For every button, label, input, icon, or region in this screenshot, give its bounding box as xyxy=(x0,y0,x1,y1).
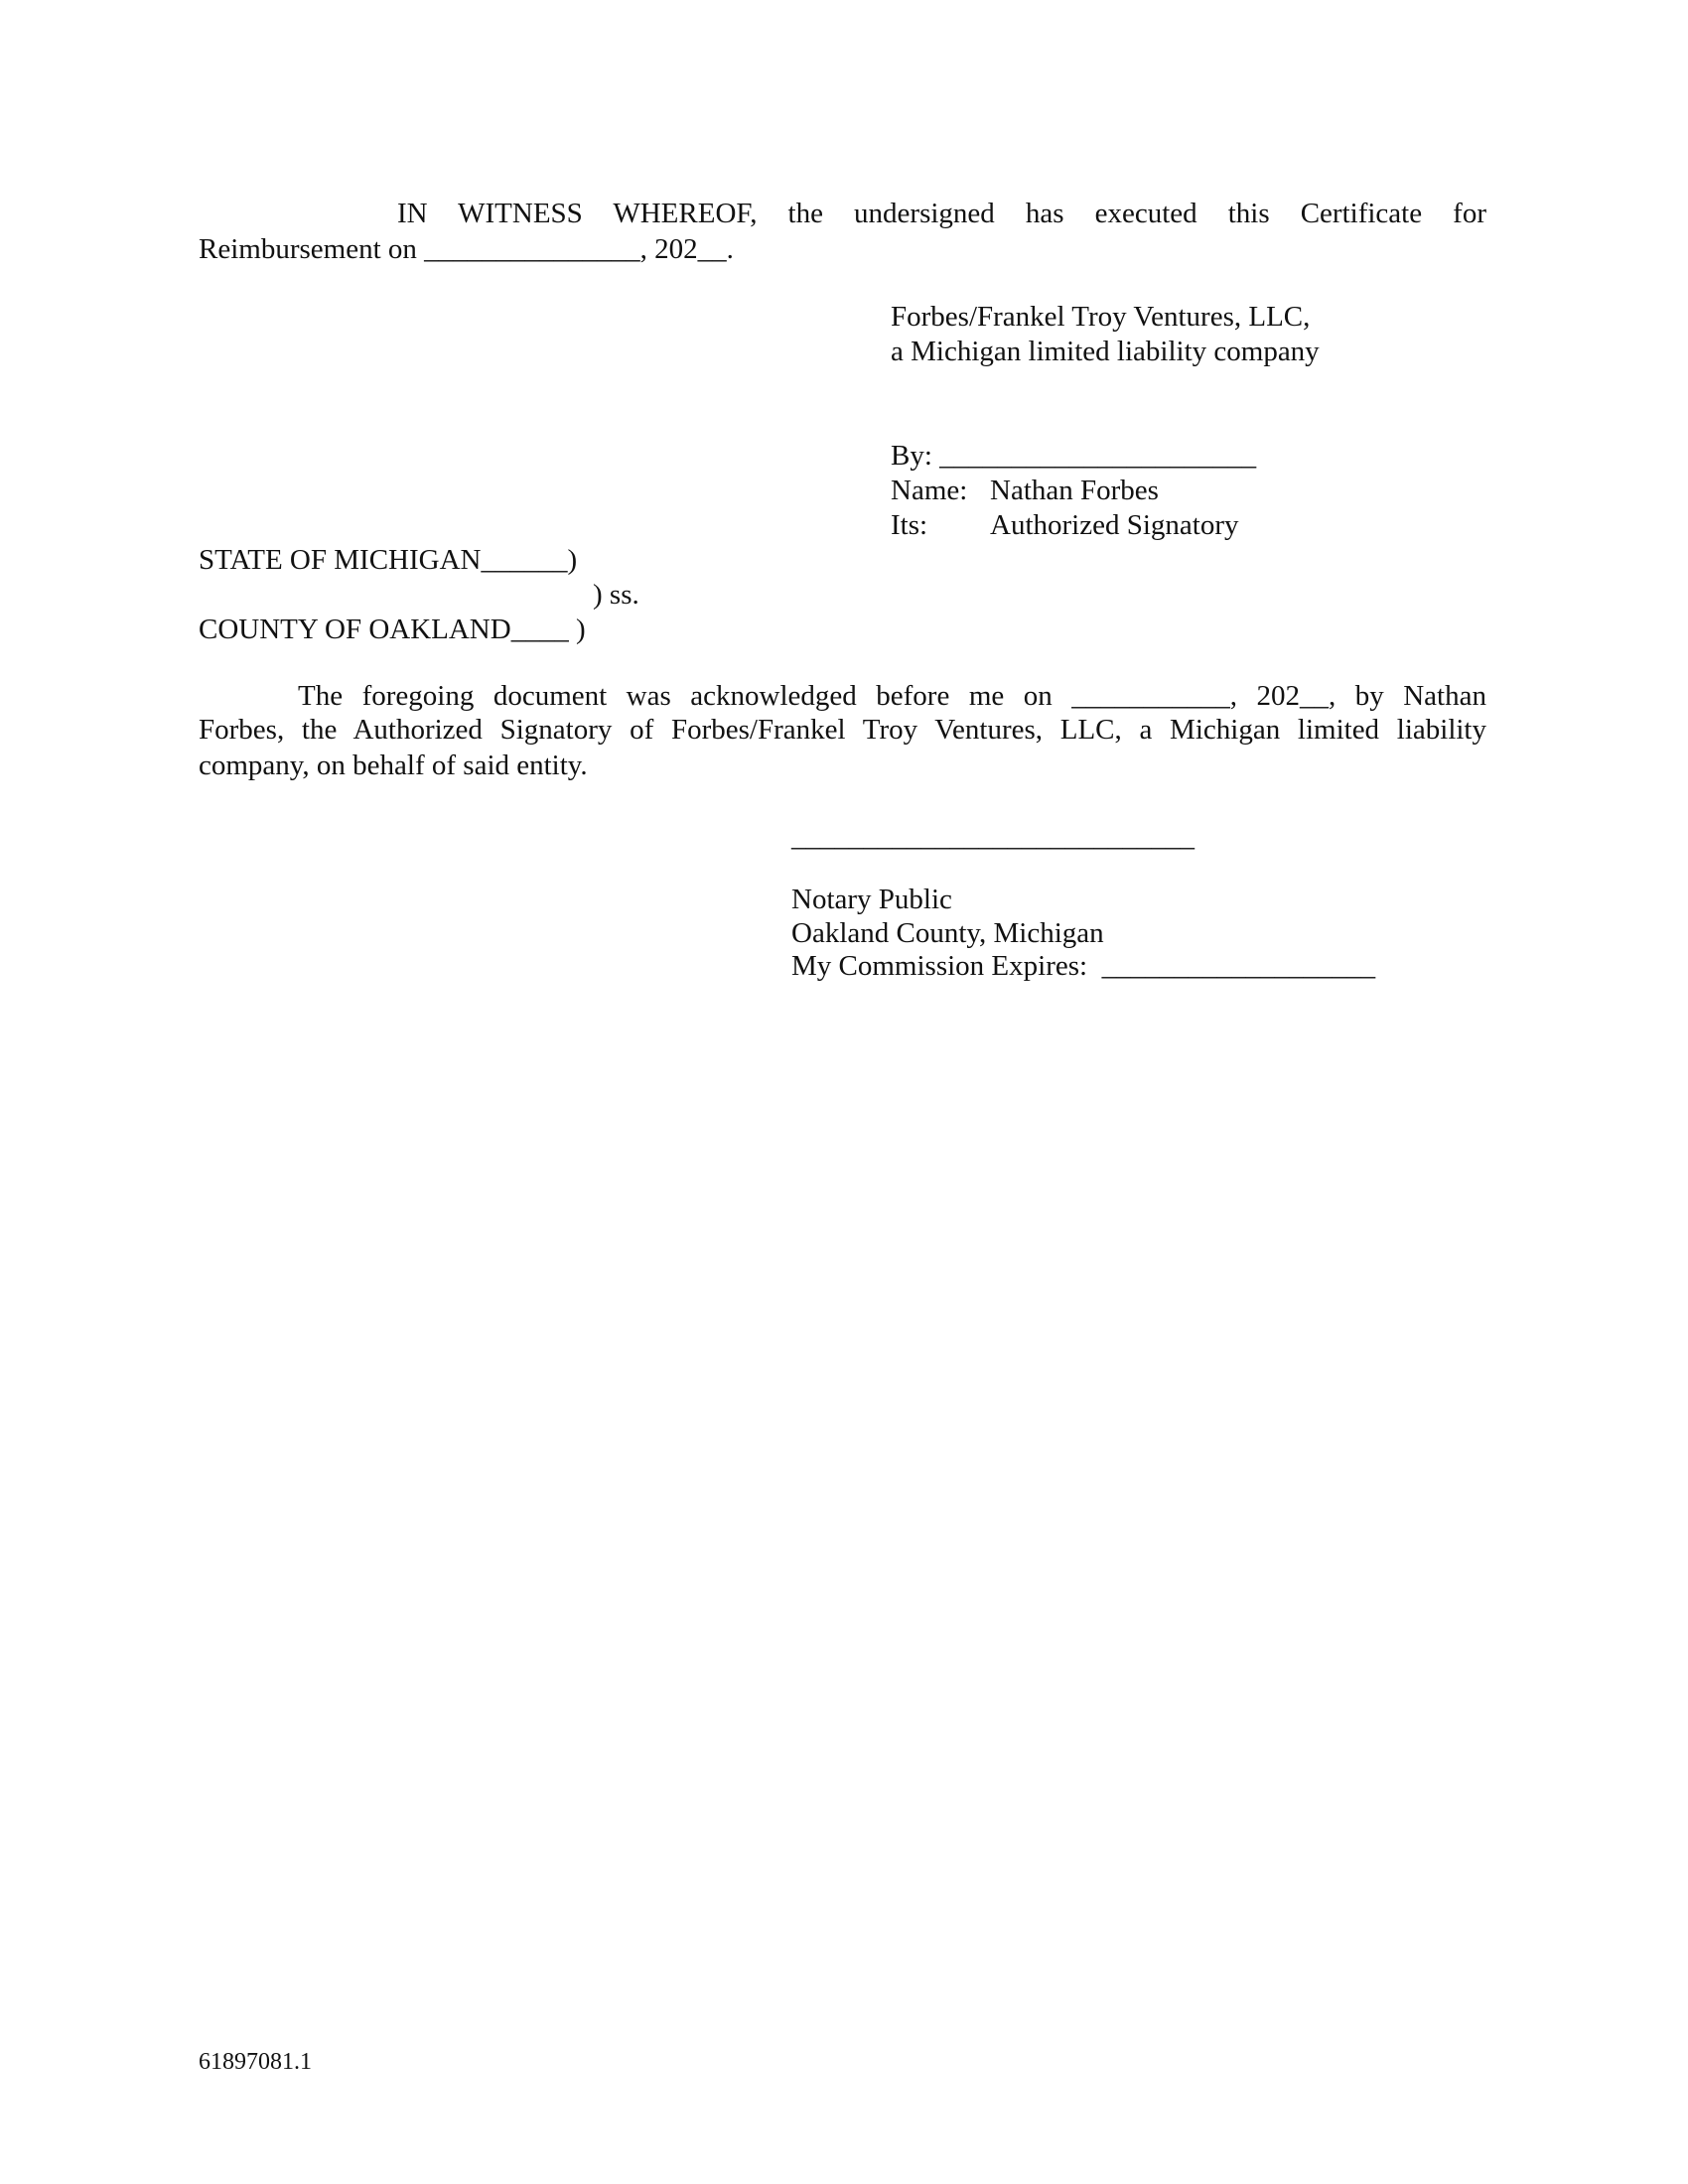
document-id: 61897081.1 xyxy=(199,2049,312,2075)
notary-commission xyxy=(791,949,1375,983)
commission-label: My Commission Expires: xyxy=(791,950,1088,982)
by-label: By: xyxy=(891,440,932,472)
its-label: Its: xyxy=(891,509,928,541)
venue-state: STATE OF MICHIGAN______) xyxy=(199,544,578,576)
signature-line[interactable]: ______________________ xyxy=(939,440,1257,472)
venue-ss: ) ss. xyxy=(593,579,639,611)
witness-clause xyxy=(199,197,1486,230)
acknowledgment-line-2: Forbes, the Authorized Signatory of Forbes/Frankel Troy Ventures, LLC, a Michigan limited liability xyxy=(199,714,1486,746)
signature-name xyxy=(891,474,967,507)
acknowledgment-line-1: The foregoing document was acknowledged before me on ___________, 202__, by Nathan xyxy=(298,680,1486,712)
commission-line[interactable]: ___________________ xyxy=(1101,950,1376,982)
acknowledgment-line-3: company, on behalf of said entity. xyxy=(199,750,588,781)
signature-by xyxy=(891,439,1256,473)
entity-name: Forbes/Frankel Troy Ventures, LLC, xyxy=(891,301,1311,333)
signature-its xyxy=(891,508,927,542)
notary-county: Oakland County, Michigan xyxy=(791,917,1104,949)
acknowledgment-paragraph xyxy=(199,679,1486,747)
notary-title: Notary Public xyxy=(791,884,952,915)
signer-name: Nathan Forbes xyxy=(990,475,1159,506)
name-label: Name: xyxy=(891,475,968,506)
witness-line-2: Reimbursement on _______________, 202__. xyxy=(199,233,734,265)
venue-county: COUNTY OF OAKLAND____ ) xyxy=(199,614,586,645)
entity-description: a Michigan limited liability company xyxy=(891,336,1320,367)
signer-title: Authorized Signatory xyxy=(990,509,1239,541)
notary-signature-line[interactable]: ____________________________ xyxy=(791,821,1195,853)
witness-line-1: IN WITNESS WHEREOF, the undersigned has executed this Certificate for xyxy=(397,198,1486,229)
